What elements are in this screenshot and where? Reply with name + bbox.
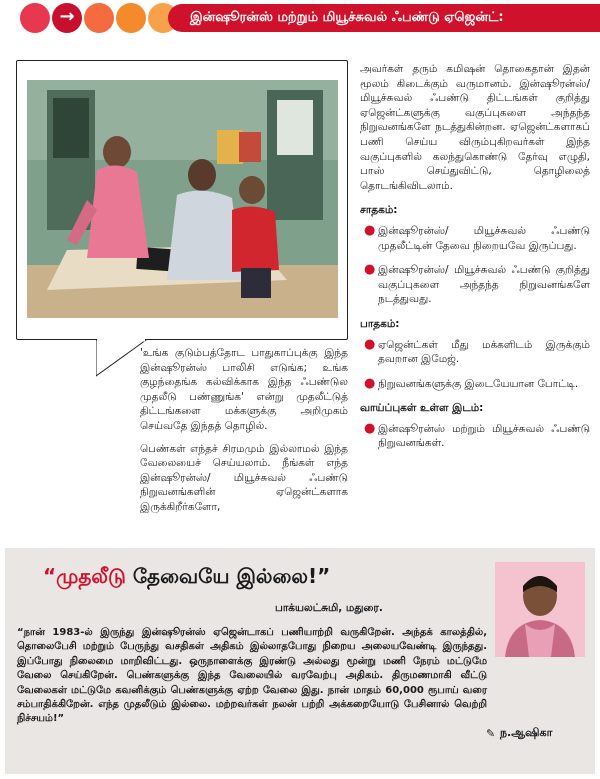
left-column — [140, 346, 348, 523]
pen-icon: ✎ — [486, 727, 496, 740]
testimonial-title — [43, 564, 330, 591]
avatar — [495, 562, 585, 657]
bullet-icon: ● — [364, 262, 376, 278]
list-item: ● இன்ஷூரன்ஸ்/ மியூச்சுவல் ஃபண்டு முதலீட்டின் தேவை நிறையவே இருப்பது. — [364, 222, 590, 252]
header-bar — [0, 0, 600, 36]
section-heading: பாதகம்: — [360, 317, 400, 330]
paragraph: அவர்கள் தரும் கமிஷன் தொகைதான் இதன் மூலம் கிடைக்கும் வருமானம். இன்ஷூரன்ஸ்/ மியூச்சுவல் ஃபண்டு திட்டங்கள் குறித்து ஏஜென்ட்களுக்கு வகுப்புகளை அந்தந்த நிறுவனங்களே நடத்துகின்றன. ஏஜென்ட்களாகப் பணி செய்ய விரும்புகிறவர்கள் இந்த வகுப்புகளில் கலந்துகொண்டு தேர்வு எழுதி, பாஸ் செய்துவிட்டு, தொழிலைத் தொடங்கிவிடலாம். — [360, 63, 590, 192]
list-item: ● இன்ஷூரன்ஸ் மற்றும் மியூச்சுவல் ஃபண்டு நிறுவனங்கள். — [364, 420, 590, 450]
family-photo — [27, 80, 338, 318]
testimonial-body: “நான் 1983-ல் இருந்து இன்ஷூரன்ஸ் ஏஜென்டாகப் பணியாற்றி வருகிறேன். அந்தக் காலத்தில், தொலைபேசி மற்றும் பேருந்து வசதிகள் அதிகம் இல்லாதபோது நிறைய அலையவேண்டி இருந்தது. இப்போது நிலைமை மாறிவிட்டது. ஒருநாளைக்கு இரண்டு அல்லது மூன்று மணி நேரம் மட்டுமே வேலை செய்கிறேன். பெண்களுக்கு இந்த வேலையில் வரவேற்பு அதிகம். திருமணமாகி வீட்டு வேலைகள் மட்டுமே கவனிக்கும் பெண்களுக்கு ஏற்ற வேலை இது. நான் மாதம் 60,000 ரூபாய் வரை சம்பாதிக்கிறேன். எந்த முதலீடும் இல்லை. மற்றவர்கள் நலன் பற்றி அக்கறையோடு பேசினால் வெற்றி நிச்சயம்!” — [17, 627, 488, 725]
list-item: ● ஏஜென்ட்கள் மீது மக்களிடம் இருக்கும் தவறான இமேஜ். — [364, 336, 590, 366]
section-title: இன்ஷூரன்ஸ் மற்றும் மியூச்சுவல் ஃபண்டு ஏஜென்ட்: — [168, 4, 600, 32]
arrow-right-icon: → — [59, 6, 75, 27]
paragraph: 'உங்க குடும்பத்தோட பாதுகாப்புக்கு இந்த இன்ஷூரன்ஸ் பாலிசி எடுங்க; உங்க குழந்தைங்க கல்விக்காக இந்த ஃபண்டுல முதலீடு பண்ணுங்க' என்று முதலீட்டுத் திட்டங்களை மக்களுக்கு அறிமுகம் செய்வதே இந்தத் தொழில். — [140, 347, 348, 432]
paragraph: பெண்கள் எந்தச் சிரமமும் இல்லாமல் இந்த வேலையைச் செய்யலாம். நீங்கள் எந்த இன்ஷூரன்ஸ்/ மியூச்சுவல் ஃபண்டு நிறுவனங்களின் ஏஜென்ட்களாக இருக்கிறீர்களோ, — [140, 442, 348, 513]
list-item: ● நிறுவனங்களுக்கு இடையேயான போட்டி. — [364, 375, 579, 391]
decor-dot — [84, 3, 114, 33]
photo-frame — [16, 60, 348, 340]
bullet-icon: ● — [364, 375, 376, 391]
title-rest: தேவையே இல்லை!” — [125, 564, 331, 588]
title-highlight: முதலீடு — [56, 564, 126, 588]
watermark — [0, 560, 10, 680]
list-item: ● இன்ஷூரன்ஸ்/ மியூச்சுவல் ஃபண்டு குறித்து வகுப்புகளை அந்தந்த நிறுவனங்களே நடத்துவது. — [364, 262, 590, 306]
bullet-icon: ● — [364, 222, 376, 238]
section-heading: வாய்ப்புகள் உள்ள இடம்: — [360, 402, 484, 415]
decor-dot — [116, 3, 146, 33]
bullet-icon: ● — [364, 420, 376, 436]
author-signature: ந.ஆஷிகா — [500, 726, 553, 739]
byline: பாக்யலட்சுமி, மதுரை. — [275, 602, 383, 614]
right-column — [360, 62, 590, 461]
decor-dot — [20, 3, 50, 33]
bullet-icon: ● — [364, 336, 376, 352]
section-heading: சாதகம்: — [360, 204, 398, 217]
open-quote: “ — [43, 564, 57, 588]
